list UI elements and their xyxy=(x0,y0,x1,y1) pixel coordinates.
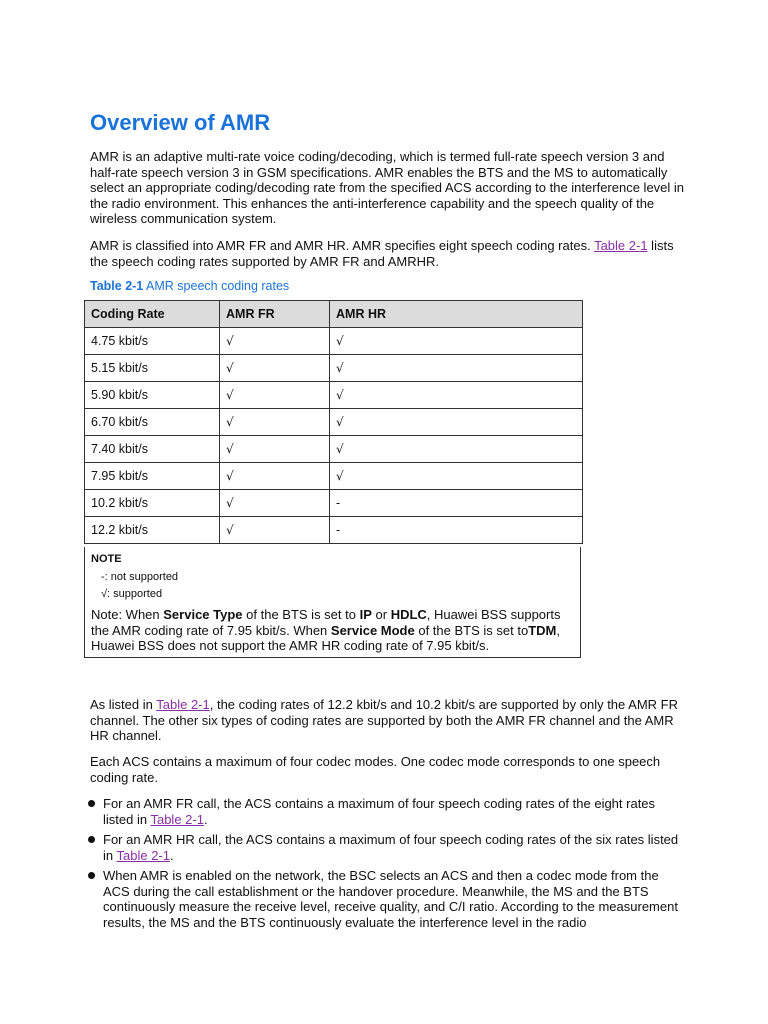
rate-cell: 7.95 kbit/s xyxy=(85,463,220,490)
table-row xyxy=(85,436,583,463)
fr-cell: √ xyxy=(220,490,330,517)
fr-cell: √ xyxy=(220,436,330,463)
hr-cell: √ xyxy=(330,463,583,490)
table-row xyxy=(85,490,583,517)
rate-cell: 5.15 kbit/s xyxy=(85,355,220,382)
table-2-1-link[interactable]: Table 2-1 xyxy=(156,697,210,712)
rate-cell: 6.70 kbit/s xyxy=(85,409,220,436)
hr-cell: √ xyxy=(330,328,583,355)
list-item: When AMR is enabled on the network, the BSC selects an ACS and then a codec mode from the ACS during the call establishment or the handover procedure. Meanwhile, the MS and the BTS continuously measure the receive level, receive quality, and C/I ratio. According to the measurement results, the MS and the BTS continuously evaluate the interference level in the radio xyxy=(86,868,686,930)
hr-cell: - xyxy=(330,517,583,544)
note-text: Note: When Service Type of the BTS is set to IP or HDLC, Huawei BSS supports the AMR coding rate of 7.95 kbit/s. When Service Mode of the BTS is set toTDM, Huawei BSS does not support the AMR HR coding rate of 7.95 kbit/s. xyxy=(91,607,561,653)
table-caption: Table 2-1 AMR speech coding rates xyxy=(90,279,290,293)
table-2-1-link[interactable]: Table 2-1 xyxy=(594,238,648,253)
table-row xyxy=(85,382,583,409)
note-title: NOTE xyxy=(91,553,122,565)
table-header-row xyxy=(85,301,583,328)
intro-paragraph: AMR is an adaptive multi-rate voice coding/decoding, which is termed full-rate speech version 3 and half-rate speech version 3 in GSM specifications. AMR enables the BTS and the MS to automatically select an appropriate coding/decoding rate from the specified ACS according to the interference level in the radio environment. This enhances the anti-interference capability and the speech quality of the wireless communication system. xyxy=(90,149,685,226)
list-item: For an AMR HR call, the ACS contains a maximum of four speech coding rates of the six rates listed in Table 2-1. xyxy=(86,832,686,863)
fr-cell: √ xyxy=(220,355,330,382)
page-title: Overview of AMR xyxy=(90,110,271,135)
fr-cell: √ xyxy=(220,328,330,355)
table-2-1-link[interactable]: Table 2-1 xyxy=(150,811,204,827)
hr-cell: √ xyxy=(330,409,583,436)
listed-paragraph: As listed in Table 2-1, the coding rates of 12.2 kbit/s and 10.2 kbit/s are supported by only the AMR FR channel. The other six types of coding rates are supported by both the AMR FR channel and the AMR HR channel. xyxy=(90,697,678,743)
table-2-1-link[interactable]: Table 2-1 xyxy=(116,847,170,863)
rate-cell: 7.40 kbit/s xyxy=(85,436,220,463)
header-amr-hr: AMR HR xyxy=(330,301,583,328)
table-row xyxy=(85,517,583,544)
note-not-supported: -: not supported xyxy=(101,571,179,583)
list-item: For an AMR FR call, the ACS contains a maximum of four speech coding rates of the eight rates listed in Table 2-1. xyxy=(86,796,686,827)
note-supported: √: supported xyxy=(101,588,163,600)
header-amr-fr: AMR FR xyxy=(220,301,330,328)
hr-cell: √ xyxy=(330,382,583,409)
table-row xyxy=(85,409,583,436)
note-box xyxy=(84,547,581,658)
hr-cell: √ xyxy=(330,436,583,463)
table-row xyxy=(85,355,583,382)
header-coding-rate: Coding Rate xyxy=(85,301,220,328)
fr-cell: √ xyxy=(220,463,330,490)
bullet-list xyxy=(86,796,686,935)
coding-rates-table xyxy=(84,300,583,544)
fr-cell: √ xyxy=(220,409,330,436)
hr-cell: - xyxy=(330,490,583,517)
hr-cell: √ xyxy=(330,355,583,382)
fr-cell: √ xyxy=(220,517,330,544)
table-row xyxy=(85,463,583,490)
rate-cell: 5.90 kbit/s xyxy=(85,382,220,409)
rate-cell: 12.2 kbit/s xyxy=(85,517,220,544)
rate-cell: 10.2 kbit/s xyxy=(85,490,220,517)
classify-paragraph: AMR is classified into AMR FR and AMR HR. AMR specifies eight speech coding rates. Table 2-1 lists the speech coding rates supported by AMR FR and AMRHR. xyxy=(90,238,674,269)
rate-cell: 4.75 kbit/s xyxy=(85,328,220,355)
acs-paragraph: Each ACS contains a maximum of four codec modes. One codec mode corresponds to one speech coding rate. xyxy=(90,754,661,785)
table-row xyxy=(85,328,583,355)
fr-cell: √ xyxy=(220,382,330,409)
